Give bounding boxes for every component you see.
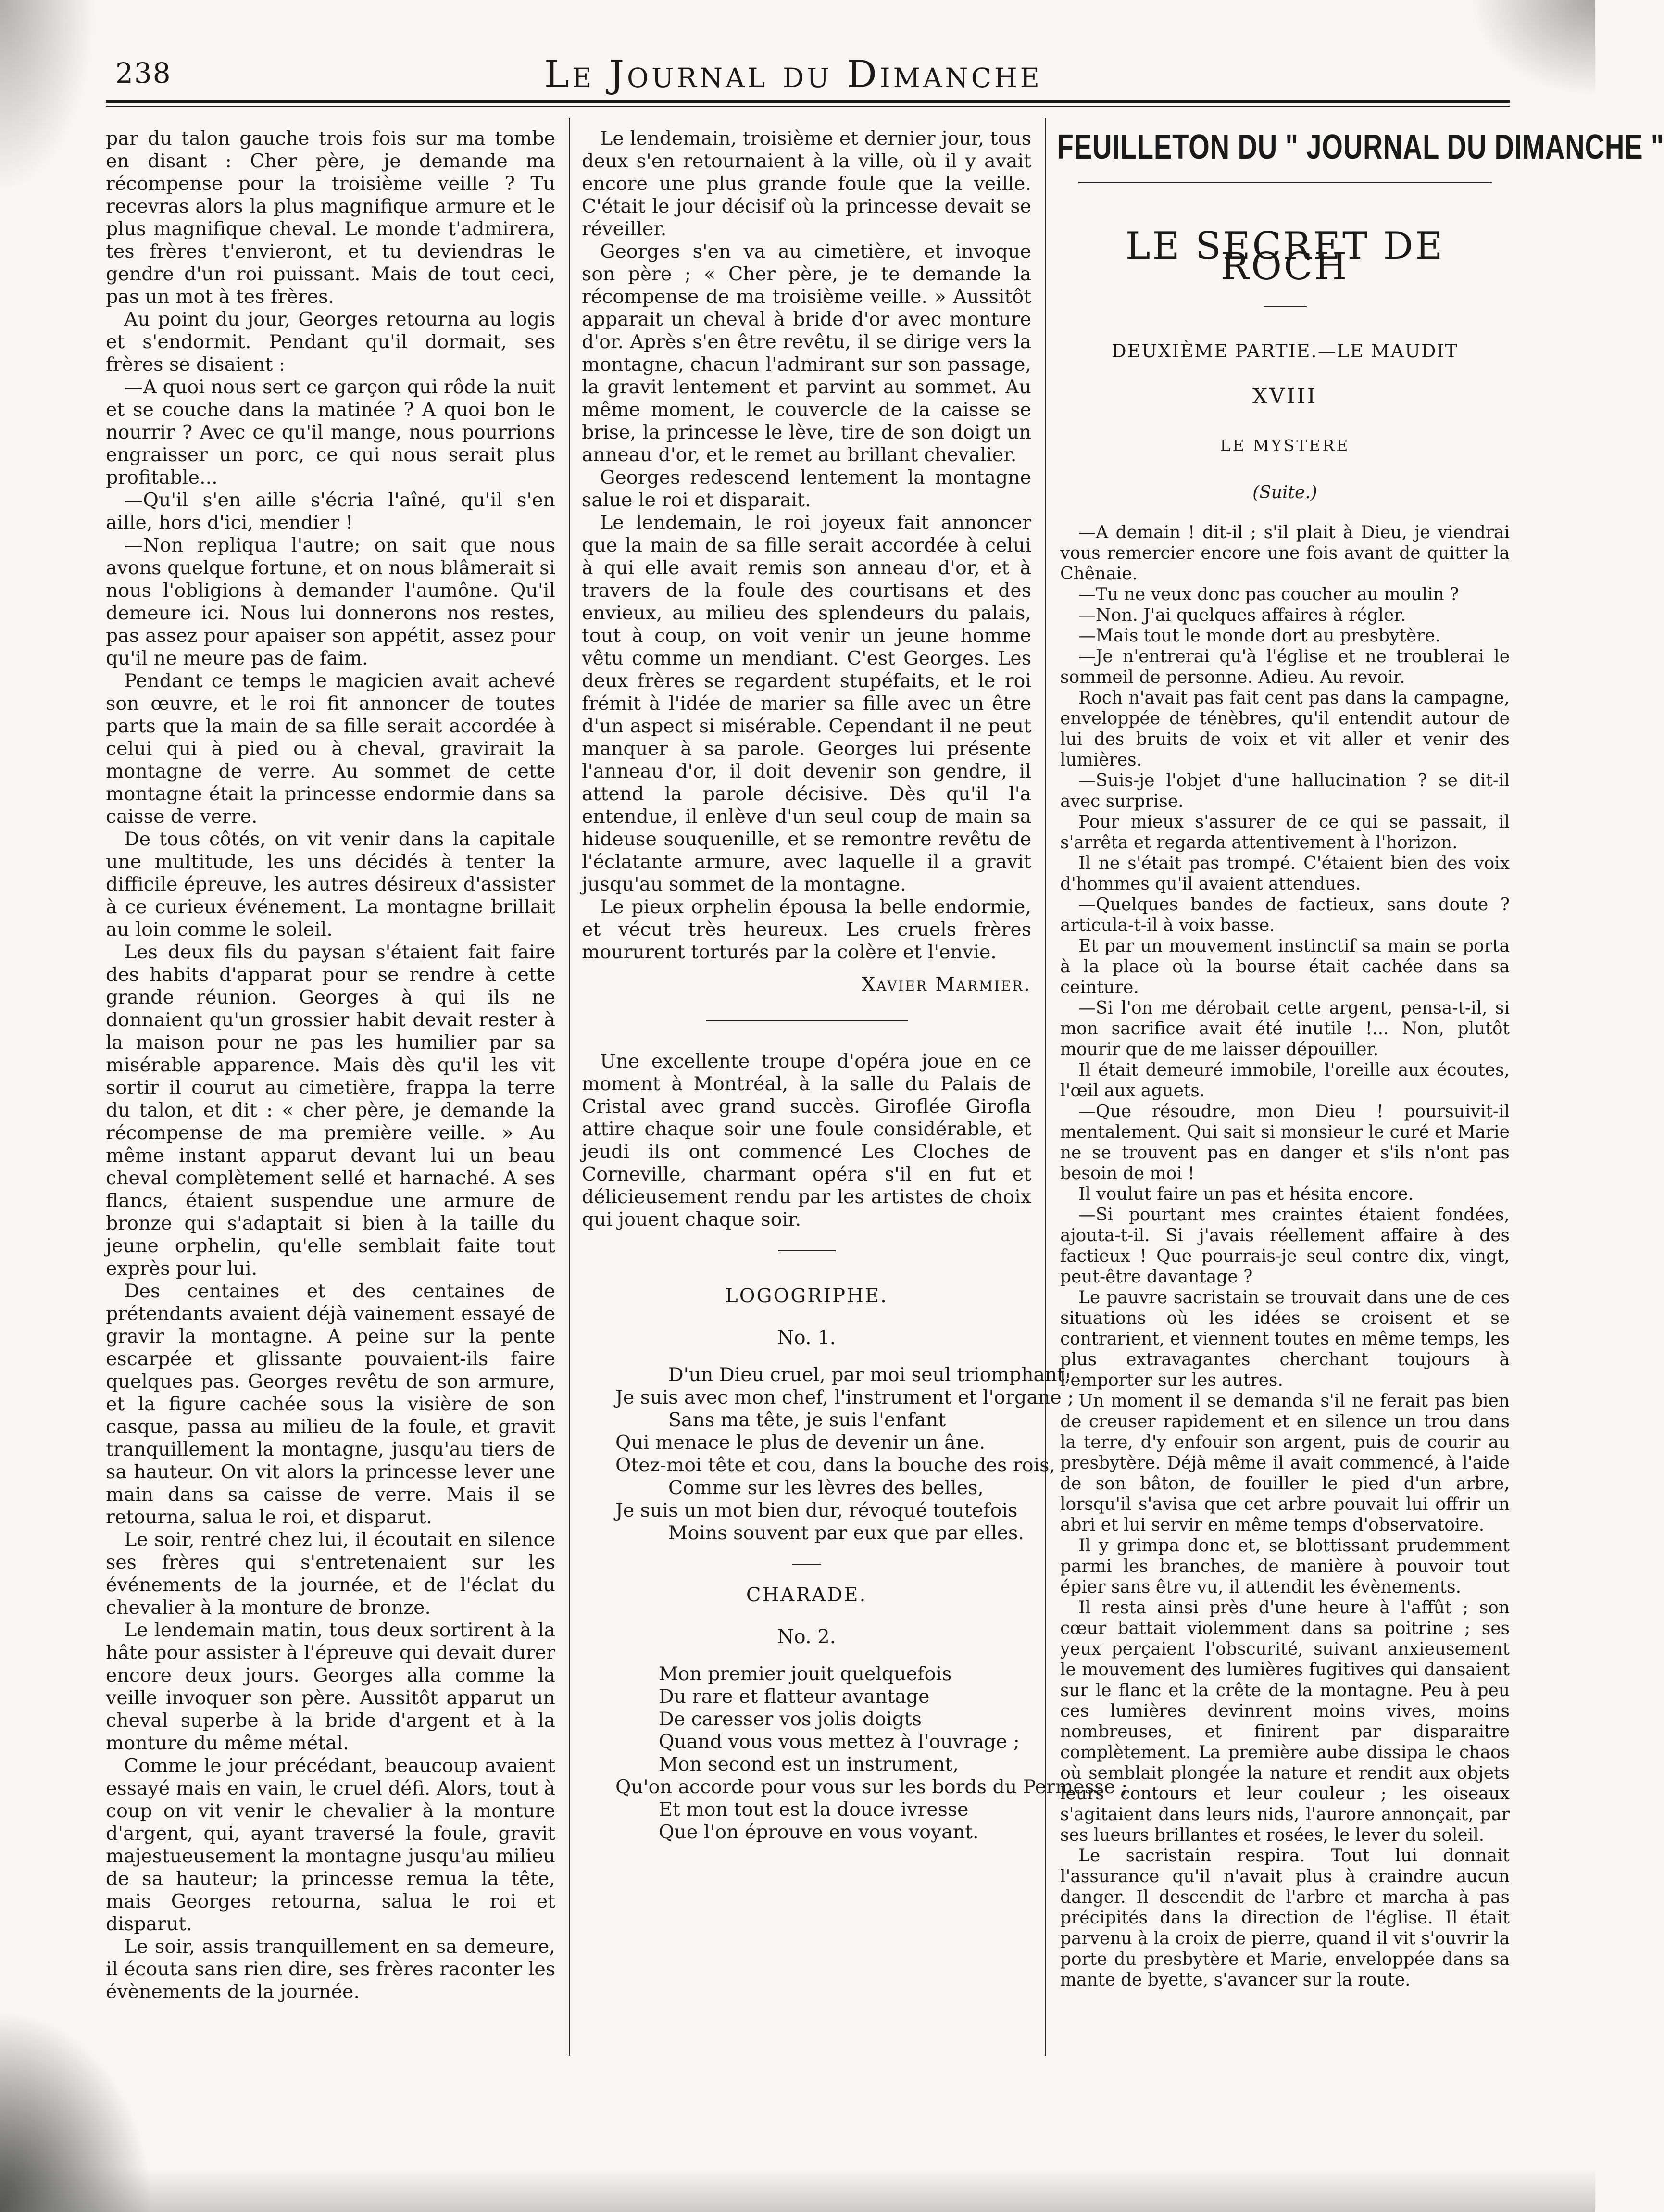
section-separator — [778, 1250, 836, 1251]
paragraph: Il resta ainsi près d'une heure à l'affût ; son cœur battait violemment dans sa poitrine ; ses yeux perçaient l'obscurité, suivant anxieusement le mouvement des lumières fugitives qui dansaient sur le flanc et la crête de la montagne. Peu à peu ces lumières devinrent moins vives, moins nombreuses, et finirent par disparaitre complètement. La première aube dissipa le chaos où semblait plongée la nature et rendit aux objets leurs contours et leur couleur ; les oiseaux s'agitaient dans leurs nids, l'aurore annonçait, par ses lueurs brillantes et rosées, le lever du soleil. — [1060, 1598, 1510, 1845]
paragraph: —Non. J'ai quelques affaires à régler. — [1078, 605, 1406, 625]
paragraph: —Si l'on me dérobait cette argent, pensa-t-il, si mon sacrifice avait été inutile !... Non, plutôt mourir que de me laisser dépouiller. — [1060, 998, 1510, 1059]
paragraph: Il était demeuré immobile, l'oreille aux écoutes, l'œil aux aguets. — [1060, 1060, 1510, 1101]
paragraph: Comme le jour précédant, beaucoup avaient essayé mais en vain, le cruel défi. Alors, tout à coup on vit venir le chevalier à la monture d'argent, qui, ayant traversé la foule, gravit majestueusement la montagne jusqu'au milieu de sa hauteur; la princesse remua la tête, mais Georges retourna, salua le roi et disparut. — [106, 1755, 555, 1935]
paragraph: Il ne s'était pas trompé. C'étaient bien des voix d'hommes qu'il avaient attendues. — [1060, 854, 1510, 894]
paragraph: Le soir, assis tranquillement en sa demeure, il écouta sans rien dire, ses frères raconter les évènements de la journée. — [106, 1936, 555, 2003]
part-title: DEUXIÈME PARTIE.—LE MAUDIT — [1112, 340, 1458, 362]
paragraph: Le lendemain matin, tous deux sortirent à la hâte pour assister à l'épreuve qui devait durer encore deux jours. Georges alla comme la veille invoquer son père. Aussitôt apparut un cheval superbe à la bride d'argent et à la monture du même métal. — [106, 1619, 555, 1754]
paragraph: —Mais tout le monde dort au presbytère. — [1078, 626, 1441, 646]
verse-line: Je suis avec mon chef, l'instrument et l'organe ; — [615, 1386, 1074, 1408]
heading-rule — [1078, 182, 1492, 183]
charade-number: No. 2. — [777, 1626, 836, 1648]
paragraph: Le lendemain, le roi joyeux fait annoncer que la main de sa fille serait accordée à celui à qui elle avait remis son anneau d'or, et à travers de la foule des courtisans et des envieux, au milieu des splendeurs du palais, tout à coup, on voit venir un jeune homme vêtu comme un mendiant. C'est Georges. Les deux frères se regardent stupéfaits, et le roi frémit à l'idée de marier sa fille avec un être d'un aspect si misérable. Cependant il ne peut manquer à sa parole. Georges lui présente l'anneau d'or, il doit devenir son gendre, il attend la parole décisive. Dès qu'il l'a entendue, il enlève d'un seul coup de main sa hideuse souquenille, et se remontre revêtu de l'éclatante armure, avec laquelle il a gravit jusqu'au sommet de la montagne. — [582, 512, 1031, 895]
page-number: 238 — [115, 57, 172, 89]
verse-line: Moins souvent par eux que par elles. — [668, 1522, 1024, 1544]
paragraph: Des centaines et des centaines de prétendants avaient déjà vainement essayé de gravir la montagne. A peine sur la pente escarpée et glissante pouvaient-ils faire quelques pas. Georges revêtu de son armure, et la figure cachée sous la visière de son casque, passa au milieu de la foule, et gravit tranquillement la montagne, jusqu'au tiers de sa hauteur. On vit alors la princesse lever une main dans sa caisse de verre. Mais il se retourna, salua le roi, et disparut. — [106, 1280, 555, 1528]
paragraph: De tous côtés, on vit venir dans la capitale une multitude, les uns décidés à tenter la difficile épreuve, les autres désireux d'assister à ce curieux événement. La montagne brillait au loin comme le soleil. — [106, 828, 555, 941]
paragraph: Il voulut faire un pas et hésita encore. — [1078, 1184, 1414, 1204]
header-rule — [106, 100, 1510, 103]
paragraph: Georges s'en va au cimetière, et invoque son père ; « Cher père, je te demande la récompense de ma troisième veille. » Aussitôt apparait un cheval à bride d'or avec monture d'or. Après s'en être revêtu, il se dirige vers la montagne, chacun l'admirant sur son passage, la gravit lentement et parvint au sommet. Au même moment, le couvercle de la caisse se brise, la princesse le lève, tire de son doigt un anneau d'or, et le remet au brillant chevalier. — [582, 240, 1031, 466]
header-rule-thin — [106, 106, 1510, 107]
verse-line: Qu'on accorde pour vous sur les bords du Permesse ; — [615, 1776, 1128, 1798]
chapter-title: LE MYSTERE — [1220, 436, 1350, 455]
paragraph: Roch n'avait pas fait cent pas dans la campagne, enveloppée de ténèbres, qu'il entendit autour de lui des bruits de voix et vit aller et venir des lumières. — [1060, 688, 1510, 770]
verse-line: Sans ma tête, je suis l'enfant — [668, 1409, 946, 1431]
paragraph: Pendant ce temps le magicien avait achevé son œuvre, et le roi fit annoncer de toutes parts que la main de sa fille serait accordée à celui qui à pied ou à cheval, gravirait la montagne de verre. Au sommet de cette montagne était la princesse endormie dans sa caisse de verre. — [106, 670, 555, 828]
paragraph: Les deux fils du paysan s'étaient fait faire des habits d'apparat pour se rendre à cette grande réunion. Georges à qui ils ne donnaient qu'un grossier habit devait rester à la maison pour ne pas les humilier par sa misérable apparence. Mais dès qu'il les vit sortir il courut au cimetière, frappa la terre du talon, et dit : « cher père, je demande la récompense de ma première veille. » Au même instant apparut devant lui un beau cheval complètement sellé et harnaché. A ses flancs, étaient suspendue une armure de bronze qui s'adaptait si bien à la taille du jeune orphelin, qu'elle semblait faite tout exprès pour lui. — [106, 941, 555, 1280]
verse-line: Et mon tout est la douce ivresse — [659, 1798, 969, 1821]
feuilleton-heading: FEUILLETON DU " JOURNAL DU DIMANCHE " — [1057, 128, 1664, 166]
paragraph: Pour mieux s'assurer de ce qui se passait, il s'arrêta et regarda attentivement à l'horizon. — [1060, 812, 1510, 853]
scan-shadow-bottom — [0, 2169, 1595, 2212]
verse-line: Je suis un mot bien dur, révoqué toutefois — [615, 1499, 1018, 1521]
column-divider — [1045, 118, 1046, 2056]
charade-verse — [582, 1663, 1128, 1844]
verse-line: Qui menace le plus de devenir un âne. — [615, 1432, 986, 1454]
logogriphe-title: LOGOGRIPHE. — [725, 1285, 888, 1307]
paragraph: —Qu'il s'en aille s'écria l'aîné, qu'il s'en aille, hors d'ici, mendier ! — [106, 489, 555, 534]
logogriphe-number: No. 1. — [777, 1327, 836, 1349]
section-separator — [792, 1564, 821, 1565]
paragraph: —Non repliqua l'autre; on sait que nous avons quelque fortune, et on nous blâmerait si nous l'obligions à demander l'aumône. Qu'il demeure ici. Nous lui donnerons nos restes, pas assez pour apaiser son appétit, assez pour qu'il ne meure pas de faim. — [106, 534, 555, 669]
paragraph: Et par un mouvement instinctif sa main se porta à la place où la bourse était cachée dans sa ceinture. — [1060, 936, 1510, 997]
paragraph: Georges redescend lentement la montagne salue le roi et disparait. — [582, 466, 1031, 511]
verse-line: De caresser vos jolis doigts — [659, 1708, 922, 1730]
verse-line: Comme sur les lèvres des belles, — [668, 1477, 984, 1499]
paragraph: —A demain ! dit-il ; s'il plait à Dieu, je viendrai vous remercier encore une fois avant de quitter la Chênaie. — [1060, 523, 1510, 584]
page-header — [0, 38, 1595, 111]
paragraph: Le pieux orphelin épousa la belle endormie, et vécut très heureux. Les cruels frères moururent torturés par la colère et l'envie. — [582, 896, 1031, 963]
column-2 — [582, 127, 1128, 2070]
paragraph: —Si pourtant mes craintes étaient fondées, ajouta-t-il. Si j'avais réellement affaire à des factieux ! Que pourrais-je seul contre dix, vingt, peut-être davantage ? — [1060, 1205, 1510, 1287]
paragraph: —Tu ne veux donc pas coucher au moulin ? — [1078, 585, 1459, 604]
verse-line: Mon second est un instrument, — [659, 1753, 959, 1775]
journal-title: Le Journal du Dimanche — [544, 53, 1042, 96]
column-divider — [569, 118, 570, 2056]
verse-line: Que l'on éprouve en vous voyant. — [659, 1821, 979, 1843]
verse-line: Otez-moi tête et cou, dans la bouche des rois, — [615, 1454, 1055, 1476]
paragraph: —Suis-je l'objet d'une hallucination ? se dit-il avec surprise. — [1060, 771, 1510, 811]
paragraph: —Que résoudre, mon Dieu ! poursuivit-il mentalement. Qui sait si monsieur le curé et Marie ne se trouvent pas en danger et s'ils n'ont pas besoin de moi ! — [1060, 1102, 1510, 1183]
column-1 — [106, 127, 555, 2070]
paragraph: Au point du jour, Georges retourna au logis et s'endormit. Pendant qu'il dormait, ses frères se disaient : — [106, 308, 555, 376]
theatre-notice: Une excellente troupe d'opéra joue en ce moment à Montréal, à la salle du Palais de Cristal avec grand succès. Giroflée Girofla attire chaque soir une foule considérable, et jeudi ils ont commencé Les Cloches de Corneville, charmant opéra s'il en fut et délicieusement rendu par les artistes de choix qui jouent chaque soir. — [582, 1050, 1031, 1231]
story-title: LE SECRET DE ROCH — [1125, 225, 1445, 289]
title-rule — [1264, 306, 1307, 307]
verse-line: Du rare et flatteur avantage — [659, 1685, 930, 1708]
paragraph: —A quoi nous sert ce garçon qui rôde la nuit et se couche dans la matinée ? A quoi bon le nourrir ? Avec ce qu'il mange, nous pourrions engraisser un porc, ce qui nous serait plus profitable... — [106, 376, 555, 489]
paragraph: par du talon gauche trois fois sur ma tombe en disant : Cher père, je demande ma récompense pour la troisième veille ? Tu recevras alors la plus magnifique armure et le plus magnifique cheval. Le monde t'admirera, tes frères t'envieront, et tu deviendras le gendre d'un roi puissant. Mais de tout ceci, pas un mot à tes frères. — [106, 127, 555, 308]
column-3 — [1057, 127, 1664, 2070]
paragraph: Le lendemain, troisième et dernier jour, tous deux s'en retournaient à la ville, où il y avait encore une plus grande foule que la veille. C'était le jour décisif où la princesse devait se réveiller. — [582, 127, 1031, 240]
paragraph: Le sacristain respira. Tout lui donnait l'assurance qu'il n'avait plus à craindre aucun danger. Il descendit de l'arbre et marcha à pas précipités dans la direction de l'église. Il était parvenu à la croix de pierre, quand il vit s'ouvrir la porte du presbytère et Marie, enveloppée dans sa mante de byette, s'avancer sur la route. — [1060, 1846, 1510, 1990]
paragraph: Le pauvre sacristain se trouvait dans une de ces situations où les idées se croisent et se contrarient, et viennent toutes en même temps, les plus extravagantes cherchant toujours à l'emporter sur les autres. — [1060, 1288, 1510, 1390]
paragraph: Il y grimpa donc et, se blottissant prudemment parmi les branches, de manière à pouvoir tout épier sans être vu, il attendit les évènements. — [1060, 1536, 1510, 1597]
paragraph: Le soir, rentré chez lui, il écoutait en silence ses frères qui s'entretenaient sur les événements de la journée, et de l'éclat du chevalier à la monture de bronze. — [106, 1529, 555, 1619]
verse-line: Mon premier jouit quelquefois — [659, 1663, 952, 1685]
paragraph: —Quelques bandes de factieux, sans doute ? articula-t-il à voix basse. — [1060, 895, 1510, 935]
verse-line: D'un Dieu cruel, par moi seul triomphant, — [668, 1364, 1071, 1386]
charade-title: CHARADE. — [746, 1584, 867, 1606]
chapter-number: XVIII — [1252, 384, 1318, 408]
verse-line: Quand vous vous mettez à l'ouvrage ; — [659, 1731, 1020, 1753]
section-separator — [706, 1020, 908, 1021]
author-signature: Xavier Marmier. — [862, 973, 1031, 995]
paragraph: Un moment il se demanda s'il ne ferait pas bien de creuser rapidement et en silence un trou dans la terre, d'y enfouir son argent, puis de courir au presbytère. Déjà même il avait commencé, à l'aide de son bâton, de fouiller le pied d'un arbre, lorsqu'il s'avisa que cet arbre pouvait lui offrir un abri et lui servir en même temps d'observatoire. — [1060, 1391, 1510, 1535]
logogriphe-verse — [582, 1364, 1074, 1545]
continued-label: (Suite.) — [1252, 483, 1317, 503]
paragraph: —Je n'entrerai qu'à l'église et ne troublerai le sommeil de personne. Adieu. Au revoir. — [1060, 647, 1510, 687]
